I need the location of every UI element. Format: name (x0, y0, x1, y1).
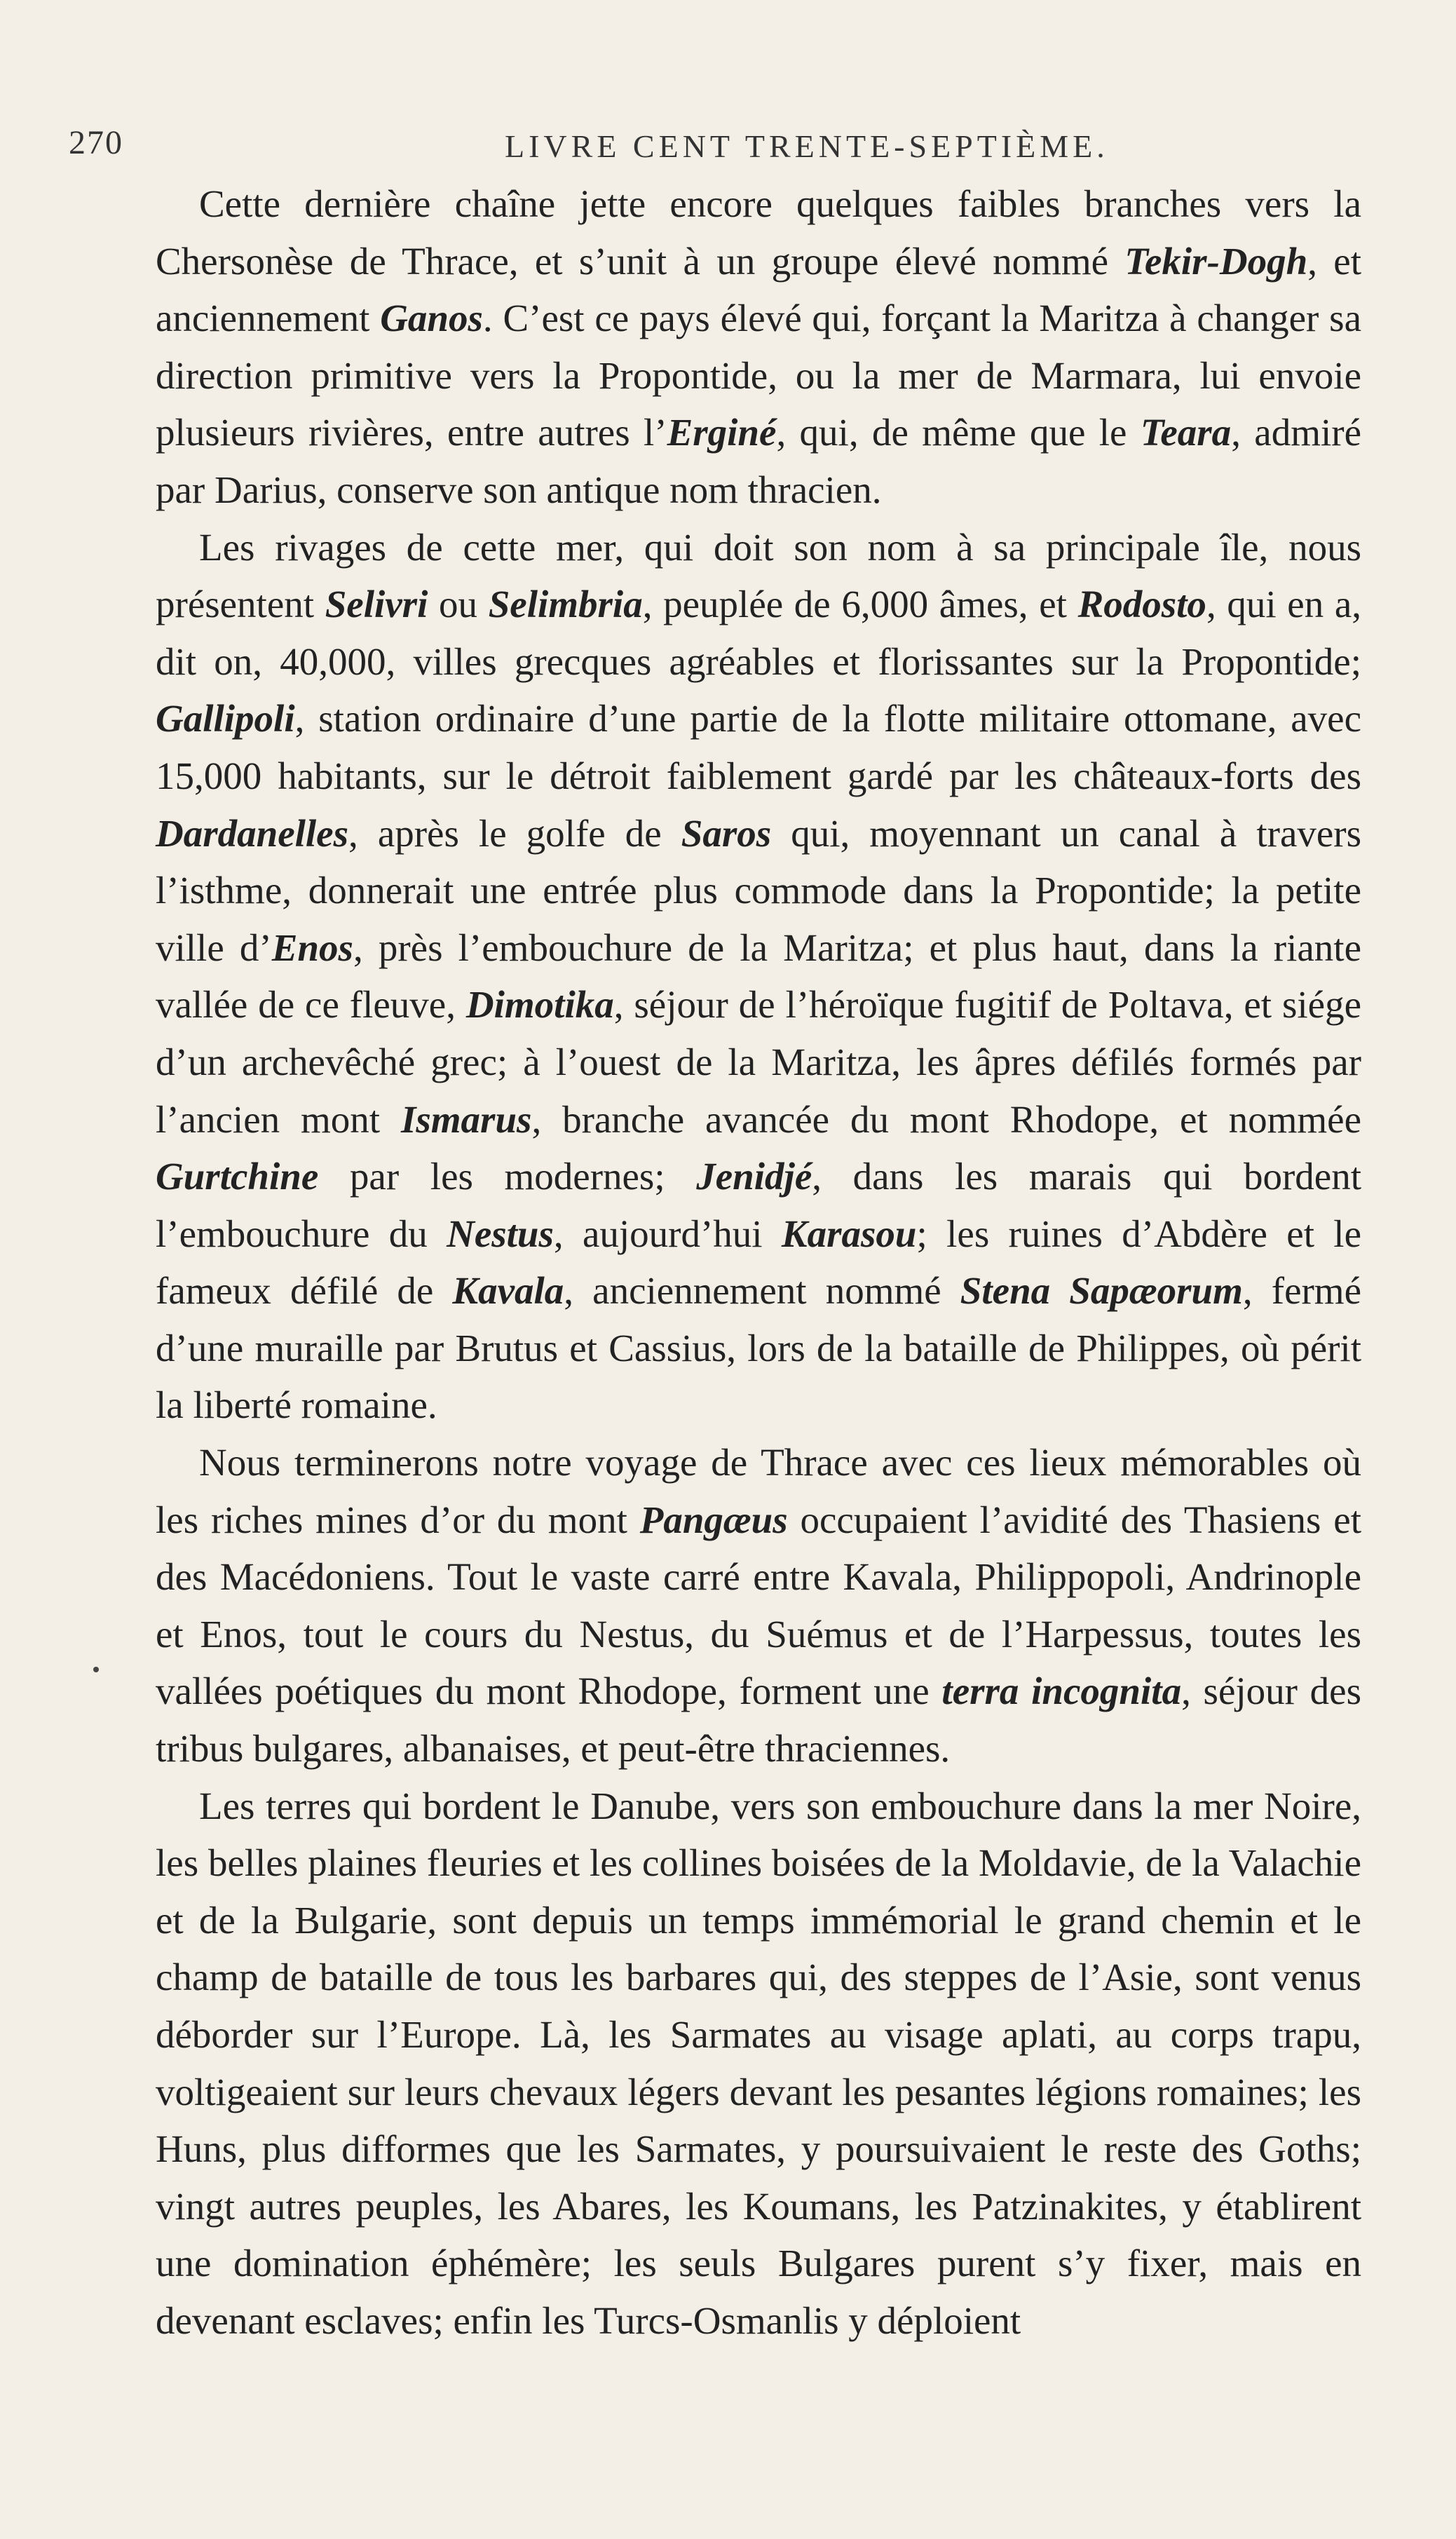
italic-term: Gallipoli (156, 697, 295, 740)
italic-term: Erginé (667, 411, 777, 454)
italic-term: Teara (1140, 411, 1232, 454)
italic-term: terra incognita (941, 1670, 1182, 1713)
paragraph (156, 519, 1361, 1435)
running-title: LIVRE CENT TRENTE-SEPTIÈME. (505, 128, 1109, 164)
text-run: Cette dernière chaîne jette encore quelques faibles branches vers la Chersonèse de Thrace, et s’unit à un groupe élevé nommé (156, 182, 1361, 283)
italic-term: Dimotika (465, 983, 614, 1027)
italic-term: Saros (681, 811, 772, 855)
text-run: , station ordinaire d’une partie de la flotte militaire ottomane, avec 15,000 habitants, sur le détroit faiblement gardé par les châteaux-forts des (156, 697, 1361, 797)
italic-term: Rodosto (1077, 583, 1206, 626)
margin-mark (93, 1667, 99, 1672)
text-run: , qui, de même que le (776, 411, 1141, 454)
text-run: Nous terminerons notre voyage de Thrace avec ces lieux mémorables où les riches mines d’or du mont (156, 1441, 1361, 1541)
text-run: , et anciennement (156, 239, 1361, 340)
text-run: , admiré par Darius, conserve son antique nom thracien. (156, 411, 1362, 511)
text-run: , anciennement nommé (564, 1269, 960, 1313)
text-run: ou (428, 583, 489, 626)
italic-term: Gurtchine (156, 1155, 319, 1198)
text-run: , séjour de l’héroïque fugitif de Poltava, et siége d’un archevêché grec; à l’ouest de la Maritza, les âpres défilés formés par l’ancien mont (156, 983, 1361, 1141)
text-run: , branche avancée du mont Rhodope, et nommée (531, 1097, 1361, 1141)
italic-term: Dardanelles (156, 811, 348, 855)
text-run: , après le golfe de (348, 811, 681, 855)
paragraph (156, 1778, 1361, 2350)
text-run: , peuplée de 6,000 âmes, et (642, 583, 1078, 626)
italic-term: Selimbria (488, 583, 643, 626)
text-run: , aujourd’hui (553, 1212, 782, 1255)
text-run: . C’est ce pays élevé qui, forçant la Maritza à changer sa direction primitive vers la Propontide, ou la mer de Marmara, lui envoie plusieurs rivières, entre autres l’ (156, 297, 1361, 454)
italic-term: Kavala (452, 1269, 564, 1313)
paragraph (156, 175, 1361, 519)
italic-term: Enos (271, 926, 353, 969)
text-run: par les modernes; (318, 1155, 697, 1198)
italic-term: Ismarus (400, 1097, 532, 1141)
text-run: , dans les marais qui bordent l’embouchure du (156, 1155, 1361, 1255)
text-run: , qui en a, dit on, 40,000, villes grecques agréables et florissantes sur la Propontide; (156, 583, 1362, 683)
text-run: Les terres qui bordent le Danube, vers son embouchure dans la mer Noire, les belles plaines fleuries et les collines boisées de la Moldavie, de la Valachie et de la Bulgarie, sont depuis un temps immémorial le grand chemin et le champ de bataille de tous les barbares qui, des steppes de l’Asie, sont venus déborder sur l’Europe. Là, les Sarmates au visage aplati, au corps trapu, voltigeaient sur leurs chevaux légers devant les pesantes légions romaines; les Huns, plus difformes que les Sarmates, y poursuivaient le reste des Goths; vingt autres peuples, les Abares, les Koumans, les Patzinakites, y établirent une domination éphémère; les seuls Bulgares purent s’y fixer, mais en devenant esclaves; enfin les Turcs-Osmanlis y déploient (156, 1784, 1361, 2342)
text-run: , près l’embouchure de la Maritza; et plus haut, dans la riante vallée de ce fleuve, (156, 926, 1361, 1027)
italic-term: Pangæus (639, 1498, 788, 1541)
paragraph (156, 1434, 1361, 1778)
italic-term: Stena Sapæorum (960, 1269, 1243, 1313)
text-run: ; les ruines d’Abdère et le fameux défilé de (156, 1212, 1361, 1313)
italic-term: Nestus (447, 1212, 554, 1255)
text-run: occupaient l’avidité des Thasiens et des Macédoniens. Tout le vaste carré entre Kavala, Philippopoli, Andrinople et Enos, tout le cours du Nestus, du Suémus et de l’Harpessus, toutes les vallées poétiques du mont Rhodope, forment une (156, 1498, 1361, 1713)
body-text (156, 175, 1361, 2350)
italic-term: Selivri (325, 583, 428, 626)
page-number: 270 (69, 124, 123, 161)
text-run: Les rivages de cette mer, qui doit son nom à sa principale île, nous présentent (156, 525, 1361, 626)
text-run: , fermé d’une muraille par Brutus et Cassius, lors de la bataille de Philippes, où périt la liberté romaine. (156, 1269, 1361, 1427)
italic-term: Ganos (380, 297, 483, 340)
italic-term: Karasou (781, 1212, 917, 1255)
italic-term: Tekir-Dogh (1124, 239, 1308, 283)
text-run: , séjour des tribus bulgares, albanaises, et peut-être thraciennes. (156, 1670, 1361, 1770)
text-run: qui, moyennant un canal à travers l’isthme, donnerait une entrée plus commode dans la Propontide; la petite ville d’ (156, 811, 1362, 969)
italic-term: Jenidjé (696, 1155, 812, 1198)
